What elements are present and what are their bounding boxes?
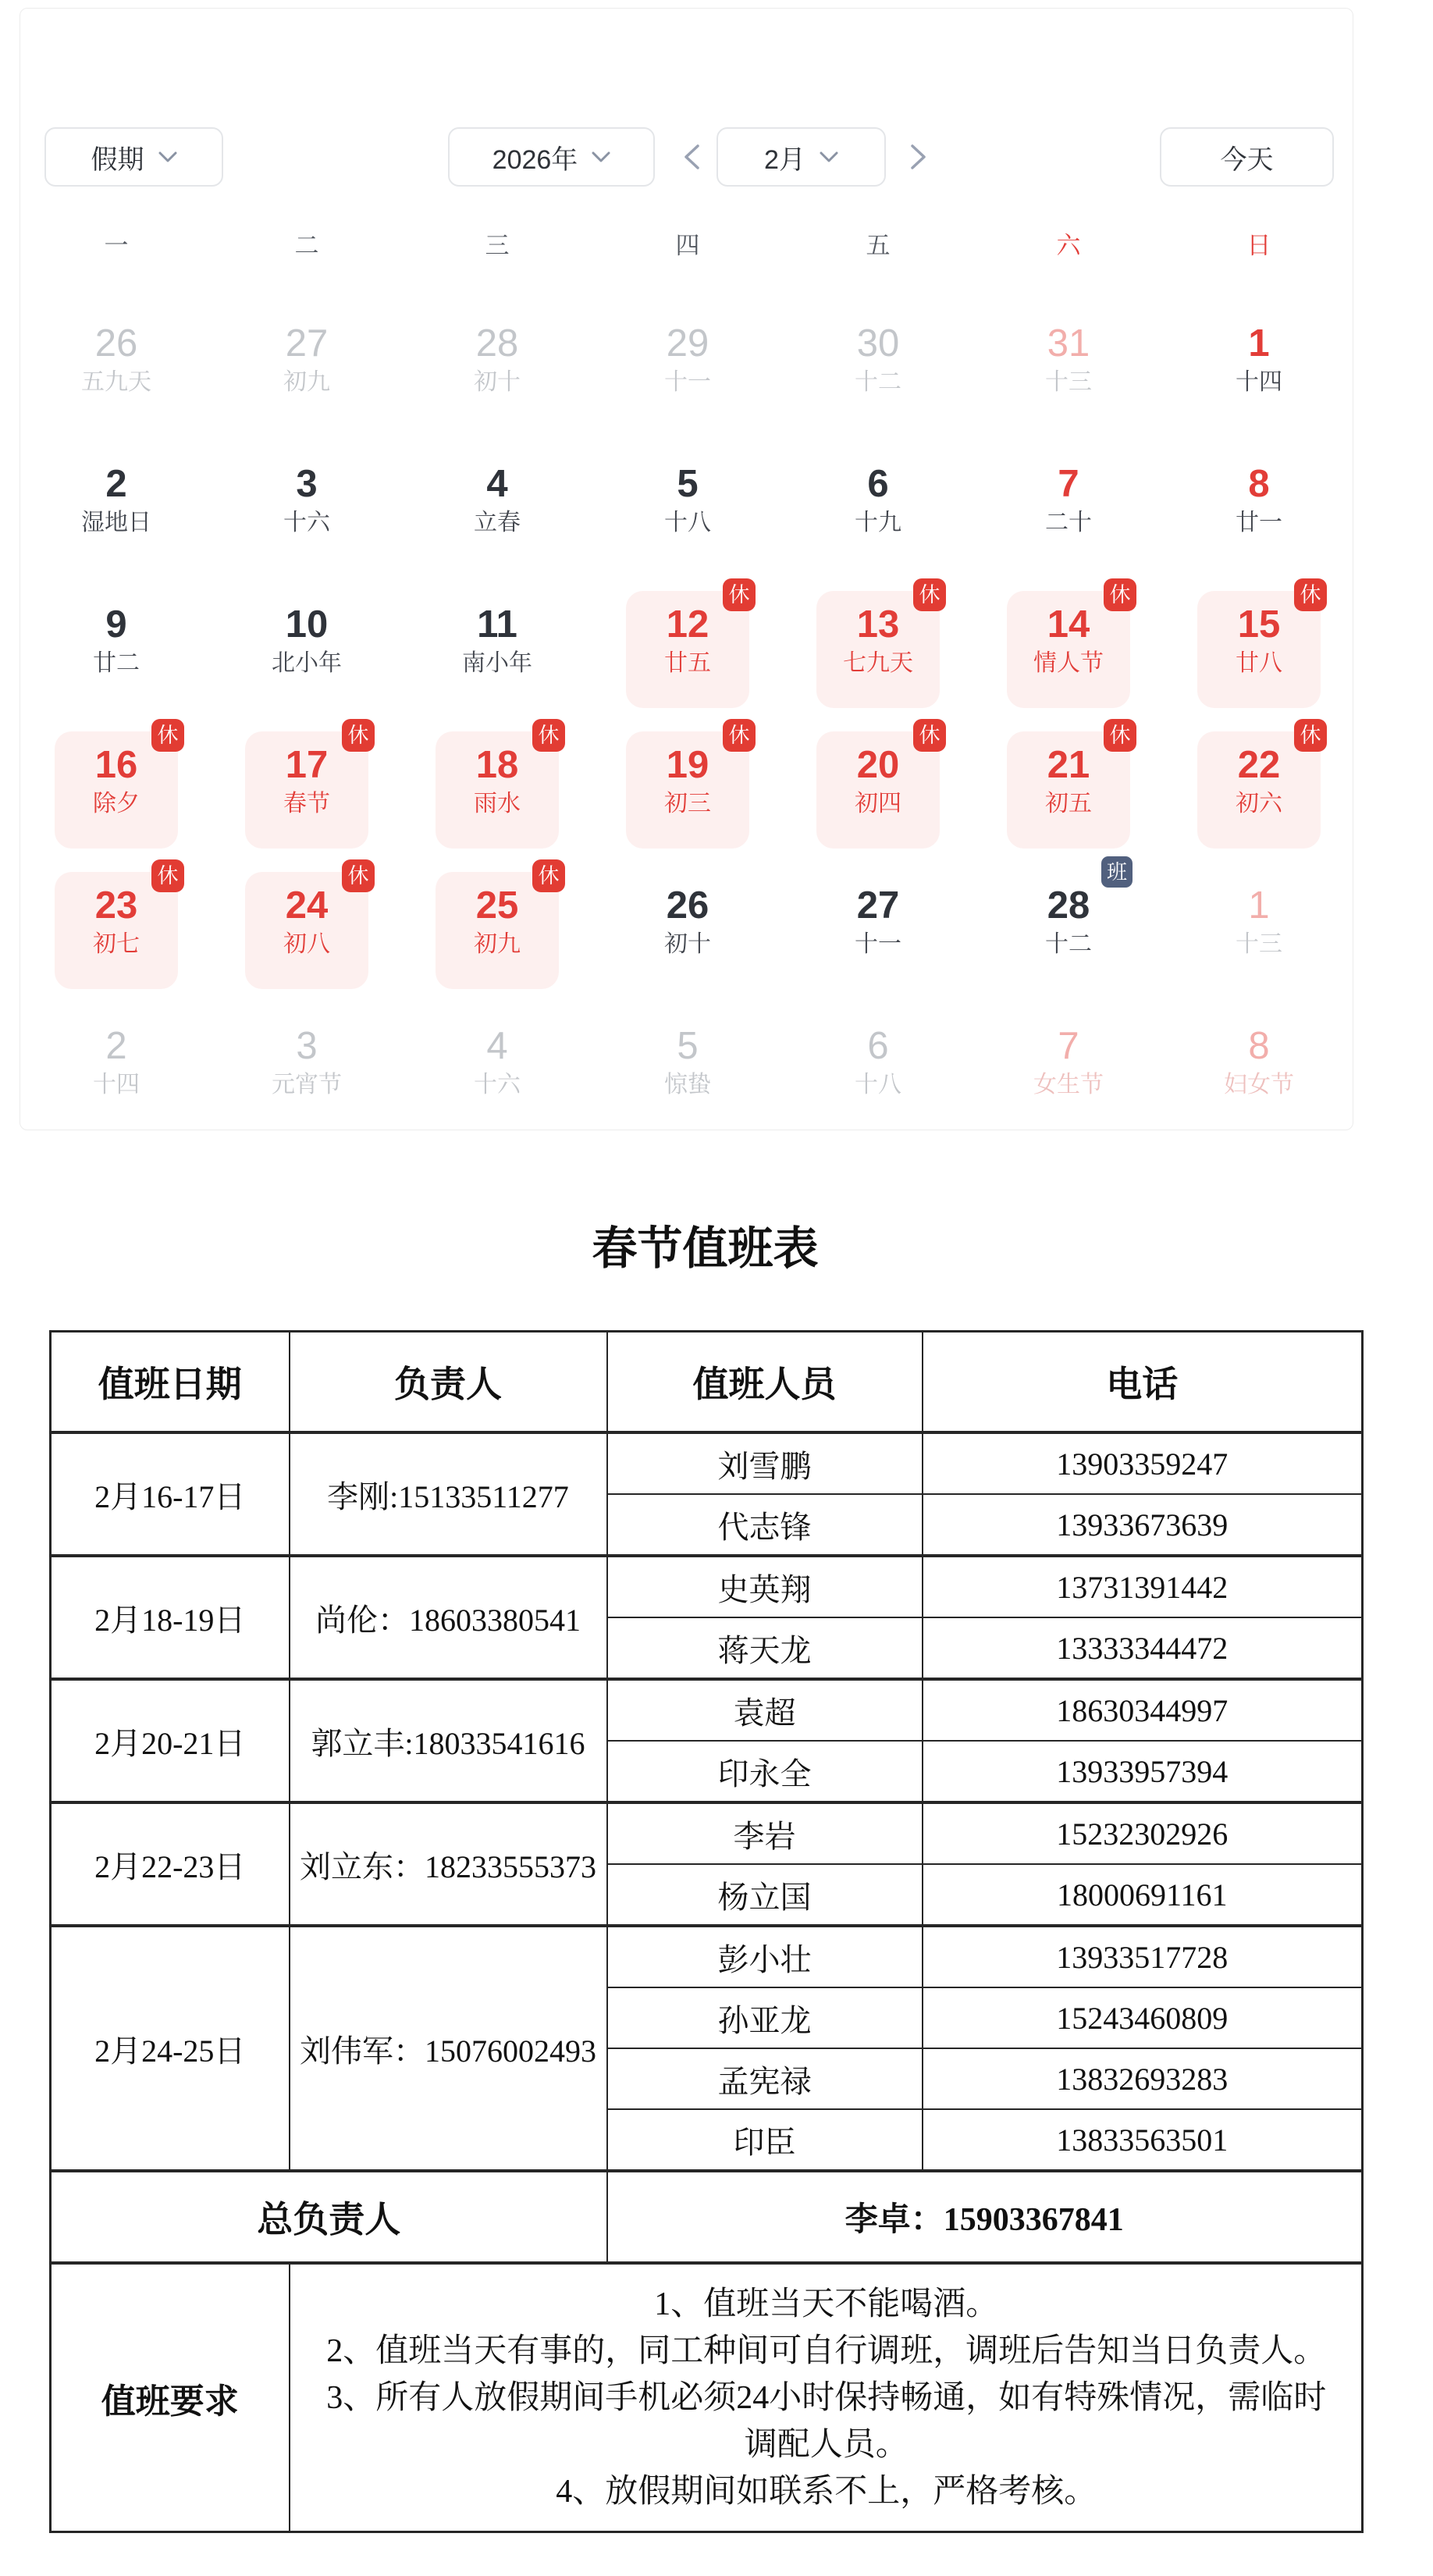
year-select[interactable] — [448, 127, 655, 187]
calendar-day-cell[interactable] — [212, 719, 402, 859]
day-number: 4 — [486, 1025, 508, 1067]
rest-badge: 休 — [532, 859, 565, 892]
calendar-toolbar — [20, 127, 1353, 187]
day-number: 19 — [666, 744, 709, 786]
day-number: 2 — [105, 463, 127, 505]
day-lunar-label: 雨水 — [474, 791, 521, 817]
day-lunar-label: 五九天 — [81, 369, 151, 395]
day-lunar-label: 十二 — [855, 369, 901, 395]
chief-contact: 李卓：15903367841 — [607, 2171, 1363, 2263]
staff-name-cell: 杨立国 — [607, 1864, 923, 1926]
day-lunar-label: 除夕 — [93, 791, 140, 817]
day-lunar-label: 十四 — [93, 1072, 140, 1098]
day-lunar-label: 十六 — [474, 1072, 521, 1098]
staff-name-cell: 李岩 — [607, 1802, 923, 1864]
day-lunar-label: 廿五 — [664, 650, 711, 676]
day-number: 5 — [677, 463, 699, 505]
duty-leader-cell: 尚伦：18603380541 — [290, 1556, 607, 1679]
day-lunar-label: 初五 — [1045, 791, 1092, 817]
weekday-label: 日 — [1246, 232, 1271, 259]
day-lunar-label: 十八 — [855, 1072, 901, 1098]
staff-phone-cell: 18630344997 — [923, 1679, 1363, 1741]
day-lunar-label: 初九 — [474, 931, 521, 957]
staff-phone-cell: 13933517728 — [923, 1926, 1363, 1987]
weekday-label: 二 — [294, 232, 319, 259]
day-number: 13 — [856, 603, 900, 646]
staff-name-cell: 刘雪鹏 — [607, 1432, 923, 1494]
day-number: 26 — [94, 322, 138, 365]
rest-badge: 休 — [342, 719, 375, 752]
staff-phone-cell: 13333344472 — [923, 1617, 1363, 1679]
day-number: 12 — [666, 603, 709, 646]
day-lunar-label: 十四 — [1236, 369, 1282, 395]
day-lunar-label: 十三 — [1045, 369, 1092, 395]
calendar-day-cell[interactable] — [783, 438, 973, 578]
rest-badge: 休 — [1104, 719, 1136, 752]
calendar-day-cell[interactable] — [592, 859, 783, 1000]
calendar-day-cell[interactable] — [21, 719, 212, 859]
today-button-label: 今天 — [1220, 144, 1274, 175]
column-header-staff: 值班人员 — [607, 1332, 923, 1433]
duty-row — [51, 1432, 1363, 1494]
staff-phone-cell: 13933673639 — [923, 1494, 1363, 1556]
rest-badge: 休 — [151, 719, 184, 752]
day-number: 4 — [486, 463, 508, 505]
calendar-day-cell[interactable] — [1164, 719, 1354, 859]
weekday-label: 三 — [485, 232, 510, 259]
holiday-filter-select[interactable] — [44, 127, 223, 187]
calendar-day-cell[interactable] — [592, 1000, 783, 1140]
rest-badge: 休 — [913, 719, 946, 752]
day-number: 6 — [867, 463, 889, 505]
day-number: 1 — [1248, 322, 1270, 365]
calendar-day-cell[interactable] — [1164, 859, 1354, 1000]
day-number: 5 — [677, 1025, 699, 1067]
work-badge: 班 — [1101, 856, 1133, 888]
day-lunar-label: 元宵节 — [272, 1072, 342, 1098]
weekday-label: 六 — [1056, 232, 1081, 259]
day-lunar-label: 廿一 — [1236, 510, 1282, 535]
next-month-button[interactable] — [899, 127, 938, 187]
calendar-day-cell[interactable] — [592, 719, 783, 859]
duty-date-cell: 2月22-23日 — [51, 1802, 290, 1926]
duty-leader-cell: 刘立东：18233555373 — [290, 1802, 607, 1926]
column-header-leader: 负责人 — [290, 1332, 607, 1433]
calendar-day-cell[interactable] — [783, 578, 973, 719]
prev-month-button[interactable] — [672, 127, 711, 187]
day-lunar-label: 湿地日 — [81, 510, 151, 535]
day-lunar-label: 南小年 — [462, 650, 532, 676]
day-number: 21 — [1047, 744, 1090, 786]
staff-name-cell: 孟宪禄 — [607, 2048, 923, 2109]
calendar-card — [20, 8, 1353, 1130]
weekday-label: 五 — [866, 232, 891, 259]
calendar-day-cell[interactable] — [783, 719, 973, 859]
calendar-day-cell[interactable] — [1164, 297, 1354, 438]
day-number: 16 — [94, 744, 138, 786]
day-lunar-label: 廿八 — [1236, 650, 1282, 676]
calendar-day-cell[interactable] — [973, 578, 1164, 719]
day-number: 6 — [867, 1025, 889, 1067]
duty-row — [51, 1926, 1363, 1987]
duty-requirements-row — [51, 2263, 1363, 2532]
duty-row — [51, 1679, 1363, 1741]
calendar-day-cell[interactable] — [212, 578, 402, 719]
day-lunar-label: 初三 — [664, 791, 711, 817]
month-select[interactable] — [716, 127, 886, 187]
rest-badge: 休 — [723, 578, 756, 611]
calendar-day-cell[interactable] — [592, 297, 783, 438]
day-lunar-label: 廿二 — [93, 650, 140, 676]
column-header-phone: 电话 — [923, 1332, 1363, 1433]
staff-phone-cell: 13903359247 — [923, 1432, 1363, 1494]
duty-date-cell: 2月24-25日 — [51, 1926, 290, 2171]
calendar-day-cell[interactable] — [212, 297, 402, 438]
rest-badge: 休 — [1104, 578, 1136, 611]
calendar-day-cell[interactable] — [592, 438, 783, 578]
day-number: 7 — [1058, 463, 1079, 505]
staff-phone-cell: 18000691161 — [923, 1864, 1363, 1926]
day-number: 7 — [1058, 1025, 1079, 1067]
day-lunar-label: 初四 — [855, 791, 901, 817]
staff-phone-cell: 13832693283 — [923, 2048, 1363, 2109]
staff-name-cell: 代志锋 — [607, 1494, 923, 1556]
rest-badge: 休 — [913, 578, 946, 611]
calendar-day-cell[interactable] — [402, 719, 592, 859]
calendar-day-cell[interactable] — [21, 1000, 212, 1140]
day-lunar-label: 二十 — [1045, 510, 1092, 535]
rest-badge: 休 — [342, 859, 375, 892]
rest-badge: 休 — [1294, 578, 1327, 611]
calendar-day-cell[interactable] — [21, 859, 212, 1000]
calendar-day-cell[interactable] — [973, 859, 1164, 1000]
calendar-day-cell[interactable] — [592, 578, 783, 719]
calendar-day-cell[interactable] — [973, 719, 1164, 859]
rest-badge: 休 — [532, 719, 565, 752]
day-number: 17 — [285, 744, 329, 786]
day-number: 3 — [296, 1025, 318, 1067]
day-number: 25 — [475, 884, 519, 927]
calendar-day-cell[interactable] — [212, 438, 402, 578]
calendar-day-cell[interactable] — [973, 1000, 1164, 1140]
day-number: 3 — [296, 463, 318, 505]
staff-name-cell: 彭小壮 — [607, 1926, 923, 1987]
staff-phone-cell: 13731391442 — [923, 1556, 1363, 1617]
duty-table-title: 春节值班表 — [592, 1223, 819, 1274]
calendar-day-cell[interactable] — [21, 297, 212, 438]
day-number: 14 — [1047, 603, 1090, 646]
day-lunar-label: 十三 — [1236, 931, 1282, 957]
calendar-day-cell[interactable] — [402, 1000, 592, 1140]
duty-section — [49, 1218, 1361, 2533]
year-select-label: 2026年 — [492, 144, 578, 175]
staff-name-cell: 印臣 — [607, 2109, 923, 2171]
day-number: 26 — [666, 884, 709, 927]
requirements-notes-cell — [290, 2263, 1363, 2532]
day-number: 1 — [1248, 884, 1270, 927]
day-number: 8 — [1248, 1025, 1270, 1067]
staff-name-cell: 蒋天龙 — [607, 1617, 923, 1679]
calendar-day-cell[interactable] — [212, 1000, 402, 1140]
staff-phone-cell: 13933957394 — [923, 1741, 1363, 1802]
duty-header-row — [51, 1332, 1363, 1433]
day-lunar-label: 十一 — [855, 931, 901, 957]
calendar-day-cell[interactable] — [402, 859, 592, 1000]
day-number: 31 — [1047, 322, 1090, 365]
calendar-day-cell[interactable] — [1164, 438, 1354, 578]
rest-badge: 休 — [151, 859, 184, 892]
calendar-day-cell[interactable] — [973, 297, 1164, 438]
day-lunar-label: 女生节 — [1033, 1072, 1104, 1098]
duty-row — [51, 1556, 1363, 1617]
day-lunar-label: 初十 — [664, 931, 711, 957]
day-lunar-label: 七九天 — [843, 650, 913, 676]
day-number: 18 — [475, 744, 519, 786]
calendar-day-cell[interactable] — [973, 438, 1164, 578]
chevron-down-icon — [158, 151, 177, 163]
day-number: 24 — [285, 884, 329, 927]
day-number: 2 — [105, 1025, 127, 1067]
day-number: 29 — [666, 322, 709, 365]
day-lunar-label: 初十 — [474, 369, 521, 395]
staff-name-cell: 史英翔 — [607, 1556, 923, 1617]
duty-date-cell: 2月20-21日 — [51, 1679, 290, 1802]
calendar-day-cell[interactable] — [783, 859, 973, 1000]
chief-label: 总负责人 — [51, 2171, 607, 2263]
calendar-day-cell[interactable] — [402, 297, 592, 438]
duty-row — [51, 1802, 1363, 1864]
chevron-left-icon — [683, 144, 700, 170]
weekday-label: 四 — [675, 232, 700, 259]
calendar-day-cell[interactable] — [1164, 578, 1354, 719]
day-lunar-label: 惊蛰 — [664, 1072, 711, 1098]
day-lunar-label: 立春 — [474, 510, 521, 535]
staff-phone-cell: 15243460809 — [923, 1987, 1363, 2048]
chevron-down-icon — [592, 151, 610, 163]
rest-badge: 休 — [723, 719, 756, 752]
day-lunar-label: 北小年 — [272, 650, 342, 676]
day-number: 9 — [105, 603, 127, 646]
calendar-grid — [21, 297, 1354, 1140]
day-lunar-label: 十九 — [855, 510, 901, 535]
column-header-date: 值班日期 — [51, 1332, 290, 1433]
day-number: 28 — [1047, 884, 1090, 927]
month-select-label: 2月 — [764, 144, 805, 175]
requirement-line: 1、值班当天不能喝酒。 — [654, 2286, 999, 2322]
day-lunar-label: 初六 — [1236, 791, 1282, 817]
calendar-day-cell[interactable] — [402, 578, 592, 719]
day-lunar-label: 十八 — [664, 510, 711, 535]
duty-leader-cell: 郭立丰:18033541616 — [290, 1679, 607, 1802]
calendar-day-cell[interactable] — [21, 438, 212, 578]
day-number: 20 — [856, 744, 900, 786]
duty-date-cell: 2月16-17日 — [51, 1432, 290, 1556]
day-number: 27 — [285, 322, 329, 365]
day-lunar-label: 妇女节 — [1224, 1072, 1294, 1098]
day-lunar-label: 初七 — [93, 931, 140, 957]
day-lunar-label: 十二 — [1045, 931, 1092, 957]
calendar-day-cell[interactable] — [1164, 1000, 1354, 1140]
day-number: 27 — [856, 884, 900, 927]
weekday-label: 一 — [104, 232, 129, 259]
day-number: 10 — [285, 603, 329, 646]
calendar-day-cell[interactable] — [212, 859, 402, 1000]
requirements-notes — [290, 2273, 1362, 2523]
calendar-day-cell[interactable] — [402, 438, 592, 578]
holiday-filter-label: 假期 — [91, 144, 144, 175]
duty-leader-cell: 刘伟军：15076002493 — [290, 1926, 607, 2171]
day-number: 8 — [1248, 463, 1270, 505]
day-lunar-label: 初九 — [283, 369, 330, 395]
staff-name-cell: 袁超 — [607, 1679, 923, 1741]
day-number: 15 — [1237, 603, 1281, 646]
day-lunar-label: 初八 — [283, 931, 330, 957]
day-lunar-label: 十六 — [283, 510, 330, 535]
day-number: 22 — [1237, 744, 1281, 786]
day-lunar-label: 春节 — [283, 791, 330, 817]
staff-name-cell: 孙亚龙 — [607, 1987, 923, 2048]
weekday-header-row — [21, 229, 1354, 263]
duty-date-cell: 2月18-19日 — [51, 1556, 290, 1679]
staff-phone-cell: 13833563501 — [923, 2109, 1363, 2171]
rest-badge: 休 — [1294, 719, 1327, 752]
day-number: 28 — [475, 322, 519, 365]
calendar-day-cell[interactable] — [783, 1000, 973, 1140]
day-number: 11 — [477, 603, 517, 646]
chevron-down-icon — [820, 151, 838, 163]
day-number: 30 — [856, 322, 900, 365]
requirement-line: 4、放假期间如联系不上，严格考核。 — [556, 2473, 1097, 2510]
calendar-day-cell[interactable] — [21, 578, 212, 719]
requirements-label: 值班要求 — [51, 2263, 290, 2532]
staff-name-cell: 印永全 — [607, 1741, 923, 1802]
staff-phone-cell: 15232302926 — [923, 1802, 1363, 1864]
duty-leader-cell: 李刚:15133511277 — [290, 1432, 607, 1556]
chevron-right-icon — [910, 144, 927, 170]
day-lunar-label: 十一 — [664, 369, 711, 395]
day-lunar-label: 情人节 — [1033, 650, 1104, 676]
requirement-line: 2、值班当天有事的，同工种间可自行调班，调班后告知当日负责人。 — [326, 2332, 1327, 2369]
duty-table — [49, 1330, 1364, 2533]
requirement-line: 3、所有人放假期间手机必须24小时保持畅通，如有特殊情况，需临时调配人员。 — [326, 2379, 1327, 2463]
calendar-day-cell[interactable] — [783, 297, 973, 438]
day-number: 23 — [94, 884, 138, 927]
duty-footer-row — [51, 2171, 1363, 2263]
today-button[interactable] — [1160, 127, 1334, 187]
